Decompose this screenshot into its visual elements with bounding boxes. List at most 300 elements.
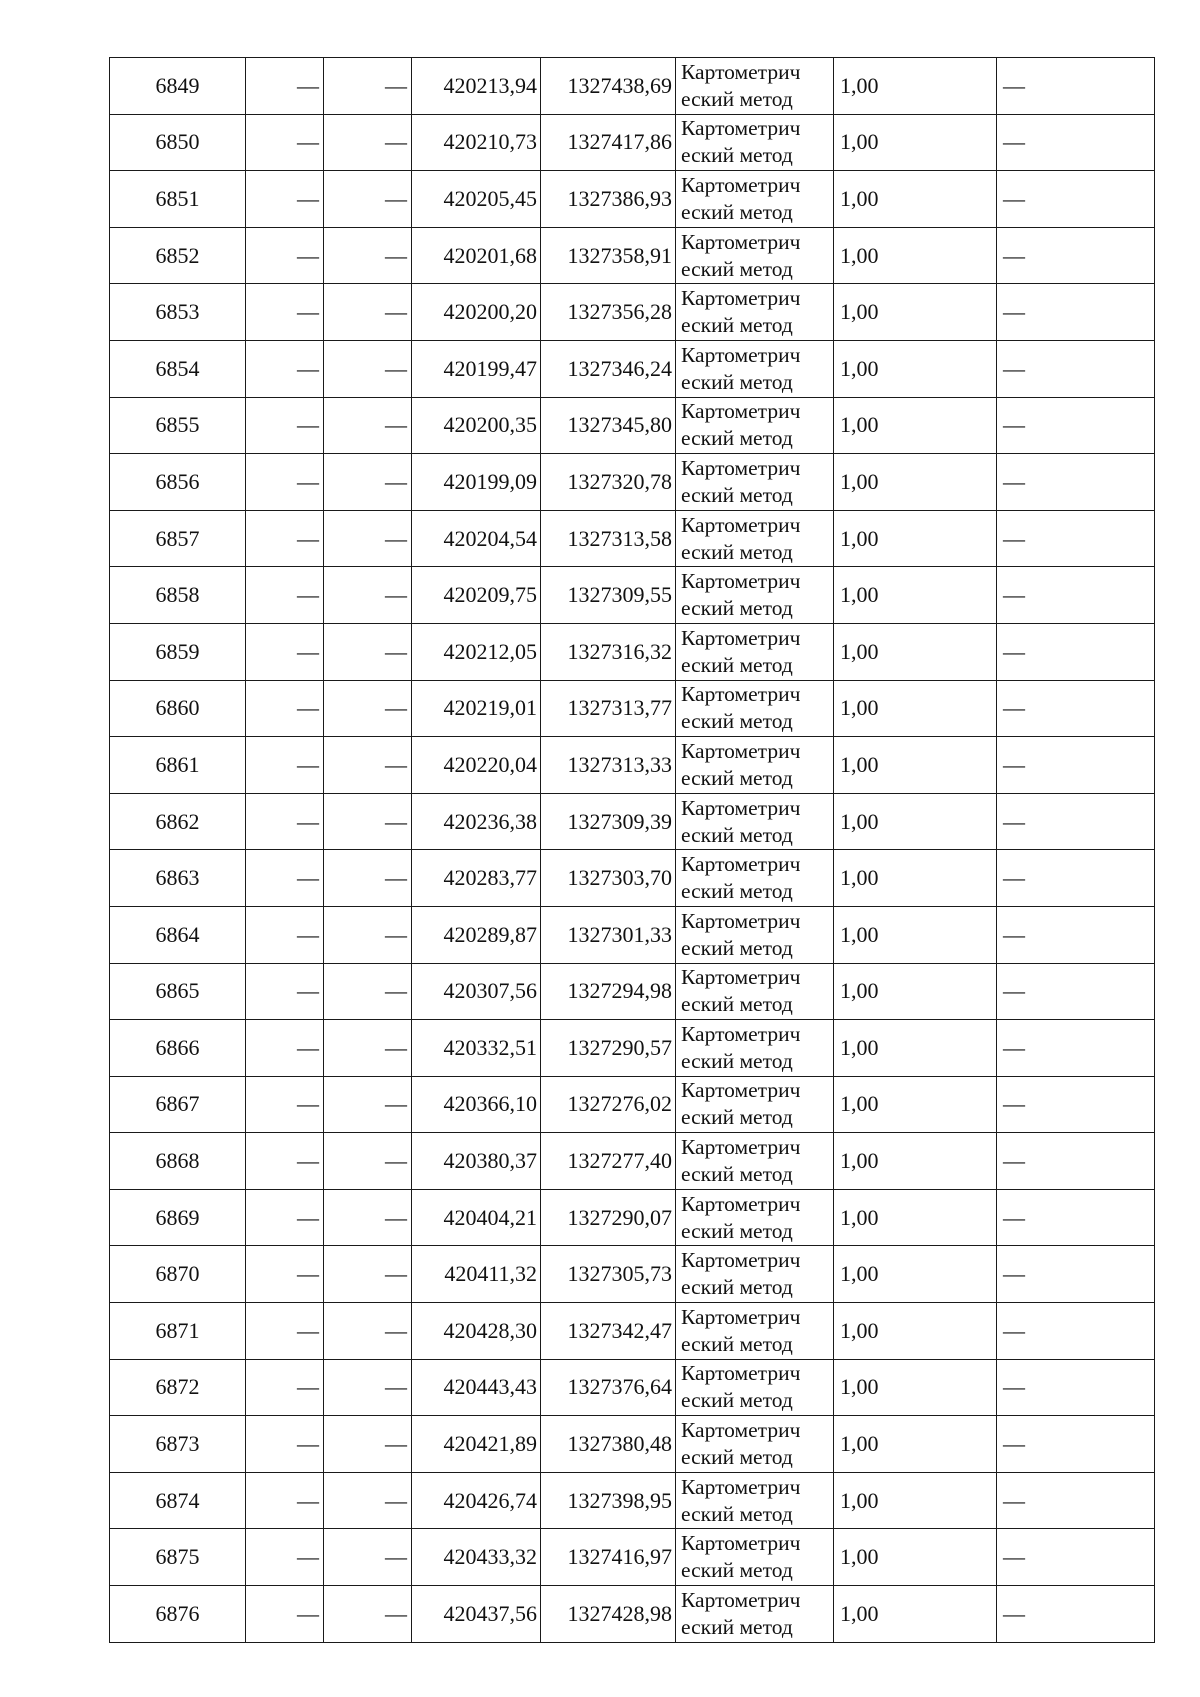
- empty-value-cell: —: [997, 340, 1155, 397]
- y-coordinate-cell: 1327313,77: [541, 680, 676, 737]
- point-number-cell: 6870: [110, 1246, 246, 1303]
- method-line-2: еский метод: [681, 1048, 793, 1073]
- point-number-cell: 6869: [110, 1189, 246, 1246]
- method-line-2: еский метод: [681, 143, 793, 168]
- empty-value-cell: —: [246, 567, 324, 624]
- x-coordinate-cell: 420428,30: [412, 1303, 541, 1360]
- y-coordinate-cell: 1327342,47: [541, 1303, 676, 1360]
- empty-value-cell: —: [997, 454, 1155, 511]
- empty-value-cell: —: [324, 1076, 412, 1133]
- method-cell: [676, 567, 834, 624]
- x-coordinate-cell: 420437,56: [412, 1586, 541, 1643]
- accuracy-cell: 1,00: [834, 227, 997, 284]
- empty-value-cell: —: [324, 906, 412, 963]
- table-row: [110, 850, 1155, 907]
- method-cell: [676, 1133, 834, 1190]
- empty-value-cell: —: [246, 1076, 324, 1133]
- method-line-1: Картометрич: [681, 116, 801, 141]
- y-coordinate-cell: 1327345,80: [541, 397, 676, 454]
- accuracy-cell: 1,00: [834, 1472, 997, 1529]
- table-row: [110, 340, 1155, 397]
- empty-value-cell: —: [324, 1359, 412, 1416]
- method-line-1: Картометрич: [681, 59, 801, 84]
- accuracy-cell: 1,00: [834, 114, 997, 171]
- empty-value-cell: —: [246, 1529, 324, 1586]
- accuracy-cell: 1,00: [834, 1586, 997, 1643]
- empty-value-cell: —: [324, 680, 412, 737]
- method-line-1: Картометрич: [681, 1531, 801, 1556]
- table-row: [110, 227, 1155, 284]
- empty-value-cell: —: [997, 623, 1155, 680]
- empty-value-cell: —: [997, 567, 1155, 624]
- method-cell: [676, 454, 834, 511]
- point-number-cell: 6859: [110, 623, 246, 680]
- x-coordinate-cell: 420201,68: [412, 227, 541, 284]
- x-coordinate-cell: 420332,51: [412, 1020, 541, 1077]
- table-row: [110, 737, 1155, 794]
- empty-value-cell: —: [246, 510, 324, 567]
- accuracy-cell: 1,00: [834, 680, 997, 737]
- accuracy-cell: 1,00: [834, 963, 997, 1020]
- method-line-2: еский метод: [681, 1331, 793, 1356]
- method-cell: [676, 1303, 834, 1360]
- point-number-cell: 6873: [110, 1416, 246, 1473]
- empty-value-cell: —: [324, 510, 412, 567]
- x-coordinate-cell: 420443,43: [412, 1359, 541, 1416]
- accuracy-cell: 1,00: [834, 1020, 997, 1077]
- accuracy-cell: 1,00: [834, 737, 997, 794]
- point-number-cell: 6858: [110, 567, 246, 624]
- table-row: [110, 567, 1155, 624]
- table-row: [110, 1189, 1155, 1246]
- empty-value-cell: —: [246, 1303, 324, 1360]
- y-coordinate-cell: 1327290,57: [541, 1020, 676, 1077]
- empty-value-cell: —: [324, 284, 412, 341]
- empty-value-cell: —: [246, 793, 324, 850]
- empty-value-cell: —: [246, 623, 324, 680]
- empty-value-cell: —: [246, 227, 324, 284]
- point-number-cell: 6857: [110, 510, 246, 567]
- method-line-2: еский метод: [681, 1162, 793, 1187]
- point-number-cell: 6856: [110, 454, 246, 511]
- y-coordinate-cell: 1327301,33: [541, 906, 676, 963]
- point-number-cell: 6862: [110, 793, 246, 850]
- point-number-cell: 6861: [110, 737, 246, 794]
- empty-value-cell: —: [246, 1586, 324, 1643]
- method-cell: [676, 1359, 834, 1416]
- empty-value-cell: —: [997, 1529, 1155, 1586]
- method-line-2: еский метод: [681, 1105, 793, 1130]
- method-cell: [676, 737, 834, 794]
- table-row: [110, 114, 1155, 171]
- table-row: [110, 1472, 1155, 1529]
- empty-value-cell: —: [324, 1303, 412, 1360]
- accuracy-cell: 1,00: [834, 1303, 997, 1360]
- y-coordinate-cell: 1327380,48: [541, 1416, 676, 1473]
- x-coordinate-cell: 420199,09: [412, 454, 541, 511]
- table-row: [110, 171, 1155, 228]
- method-cell: [676, 1189, 834, 1246]
- empty-value-cell: —: [997, 1133, 1155, 1190]
- table-row: [110, 793, 1155, 850]
- y-coordinate-cell: 1327276,02: [541, 1076, 676, 1133]
- empty-value-cell: —: [324, 1472, 412, 1529]
- method-line-2: еский метод: [681, 199, 793, 224]
- method-cell: [676, 58, 834, 115]
- y-coordinate-cell: 1327316,32: [541, 623, 676, 680]
- accuracy-cell: 1,00: [834, 1189, 997, 1246]
- x-coordinate-cell: 420212,05: [412, 623, 541, 680]
- method-line-2: еский метод: [681, 313, 793, 338]
- method-cell: [676, 510, 834, 567]
- empty-value-cell: —: [324, 454, 412, 511]
- table-row: [110, 963, 1155, 1020]
- method-line-2: еский метод: [681, 1388, 793, 1413]
- x-coordinate-cell: 420209,75: [412, 567, 541, 624]
- y-coordinate-cell: 1327294,98: [541, 963, 676, 1020]
- method-line-2: еский метод: [681, 935, 793, 960]
- empty-value-cell: —: [246, 680, 324, 737]
- method-line-2: еский метод: [681, 1445, 793, 1470]
- x-coordinate-cell: 420200,35: [412, 397, 541, 454]
- empty-value-cell: —: [246, 1020, 324, 1077]
- x-coordinate-cell: 420404,21: [412, 1189, 541, 1246]
- method-cell: [676, 1076, 834, 1133]
- point-number-cell: 6854: [110, 340, 246, 397]
- point-number-cell: 6863: [110, 850, 246, 907]
- method-cell: [676, 623, 834, 680]
- empty-value-cell: —: [246, 963, 324, 1020]
- x-coordinate-cell: 420307,56: [412, 963, 541, 1020]
- x-coordinate-cell: 420421,89: [412, 1416, 541, 1473]
- y-coordinate-cell: 1327416,97: [541, 1529, 676, 1586]
- y-coordinate-cell: 1327376,64: [541, 1359, 676, 1416]
- method-line-2: еский метод: [681, 256, 793, 281]
- method-line-2: еский метод: [681, 1218, 793, 1243]
- x-coordinate-cell: 420426,74: [412, 1472, 541, 1529]
- point-number-cell: 6866: [110, 1020, 246, 1077]
- method-cell: [676, 1586, 834, 1643]
- empty-value-cell: —: [997, 227, 1155, 284]
- empty-value-cell: —: [997, 1246, 1155, 1303]
- empty-value-cell: —: [246, 906, 324, 963]
- empty-value-cell: —: [324, 1246, 412, 1303]
- method-line-2: еский метод: [681, 1275, 793, 1300]
- table-row: [110, 58, 1155, 115]
- y-coordinate-cell: 1327303,70: [541, 850, 676, 907]
- accuracy-cell: 1,00: [834, 510, 997, 567]
- accuracy-cell: 1,00: [834, 793, 997, 850]
- empty-value-cell: —: [997, 1189, 1155, 1246]
- accuracy-cell: 1,00: [834, 284, 997, 341]
- accuracy-cell: 1,00: [834, 454, 997, 511]
- method-cell: [676, 1529, 834, 1586]
- method-line-2: еский метод: [681, 1501, 793, 1526]
- method-line-2: еский метод: [681, 992, 793, 1017]
- x-coordinate-cell: 420433,32: [412, 1529, 541, 1586]
- method-cell: [676, 906, 834, 963]
- empty-value-cell: —: [997, 906, 1155, 963]
- empty-value-cell: —: [324, 793, 412, 850]
- method-line-2: еский метод: [681, 1558, 793, 1583]
- method-cell: [676, 1020, 834, 1077]
- method-line-2: еский метод: [681, 539, 793, 564]
- x-coordinate-cell: 420219,01: [412, 680, 541, 737]
- empty-value-cell: —: [246, 737, 324, 794]
- point-number-cell: 6864: [110, 906, 246, 963]
- table-row: [110, 1586, 1155, 1643]
- method-cell: [676, 227, 834, 284]
- empty-value-cell: —: [324, 1189, 412, 1246]
- method-line-1: Картометрич: [681, 625, 801, 650]
- x-coordinate-cell: 420204,54: [412, 510, 541, 567]
- method-line-1: Картометрич: [681, 795, 801, 820]
- table-row: [110, 510, 1155, 567]
- table-row: [110, 1416, 1155, 1473]
- point-number-cell: 6865: [110, 963, 246, 1020]
- empty-value-cell: —: [997, 850, 1155, 907]
- empty-value-cell: —: [324, 114, 412, 171]
- method-line-2: еский метод: [681, 86, 793, 111]
- method-cell: [676, 793, 834, 850]
- y-coordinate-cell: 1327320,78: [541, 454, 676, 511]
- point-number-cell: 6860: [110, 680, 246, 737]
- y-coordinate-cell: 1327417,86: [541, 114, 676, 171]
- x-coordinate-cell: 420366,10: [412, 1076, 541, 1133]
- point-number-cell: 6867: [110, 1076, 246, 1133]
- empty-value-cell: —: [246, 1189, 324, 1246]
- empty-value-cell: —: [324, 1529, 412, 1586]
- table-row: [110, 1246, 1155, 1303]
- method-cell: [676, 850, 834, 907]
- empty-value-cell: —: [997, 397, 1155, 454]
- x-coordinate-cell: 420283,77: [412, 850, 541, 907]
- x-coordinate-cell: 420289,87: [412, 906, 541, 963]
- point-number-cell: 6876: [110, 1586, 246, 1643]
- point-number-cell: 6874: [110, 1472, 246, 1529]
- table-row: [110, 1020, 1155, 1077]
- method-cell: [676, 284, 834, 341]
- point-number-cell: 6852: [110, 227, 246, 284]
- y-coordinate-cell: 1327428,98: [541, 1586, 676, 1643]
- method-line-1: Картометрич: [681, 1361, 801, 1386]
- x-coordinate-cell: 420411,32: [412, 1246, 541, 1303]
- y-coordinate-cell: 1327398,95: [541, 1472, 676, 1529]
- method-cell: [676, 397, 834, 454]
- accuracy-cell: 1,00: [834, 623, 997, 680]
- table-row: [110, 680, 1155, 737]
- table-row: [110, 1529, 1155, 1586]
- empty-value-cell: —: [324, 1416, 412, 1473]
- empty-value-cell: —: [997, 1020, 1155, 1077]
- coordinates-table: [109, 57, 1155, 1643]
- method-cell: [676, 680, 834, 737]
- method-line-2: еский метод: [681, 482, 793, 507]
- table-row: [110, 623, 1155, 680]
- y-coordinate-cell: 1327309,39: [541, 793, 676, 850]
- empty-value-cell: —: [997, 737, 1155, 794]
- table-row: [110, 454, 1155, 511]
- x-coordinate-cell: 420210,73: [412, 114, 541, 171]
- method-line-1: Картометрич: [681, 286, 801, 311]
- point-number-cell: 6875: [110, 1529, 246, 1586]
- empty-value-cell: —: [997, 1076, 1155, 1133]
- method-line-1: Картометрич: [681, 852, 801, 877]
- method-line-1: Картометрич: [681, 455, 801, 480]
- empty-value-cell: —: [246, 850, 324, 907]
- empty-value-cell: —: [246, 1359, 324, 1416]
- method-cell: [676, 963, 834, 1020]
- method-cell: [676, 171, 834, 228]
- method-line-1: Картометрич: [681, 1418, 801, 1443]
- y-coordinate-cell: 1327290,07: [541, 1189, 676, 1246]
- point-number-cell: 6853: [110, 284, 246, 341]
- method-line-1: Картометрич: [681, 399, 801, 424]
- empty-value-cell: —: [324, 227, 412, 284]
- accuracy-cell: 1,00: [834, 1359, 997, 1416]
- y-coordinate-cell: 1327438,69: [541, 58, 676, 115]
- method-line-1: Картометрич: [681, 172, 801, 197]
- empty-value-cell: —: [997, 1586, 1155, 1643]
- x-coordinate-cell: 420220,04: [412, 737, 541, 794]
- accuracy-cell: 1,00: [834, 171, 997, 228]
- method-line-2: еский метод: [681, 765, 793, 790]
- x-coordinate-cell: 420200,20: [412, 284, 541, 341]
- y-coordinate-cell: 1327309,55: [541, 567, 676, 624]
- empty-value-cell: —: [997, 1416, 1155, 1473]
- empty-value-cell: —: [246, 397, 324, 454]
- accuracy-cell: 1,00: [834, 567, 997, 624]
- method-line-1: Картометрич: [681, 682, 801, 707]
- method-line-1: Картометрич: [681, 1248, 801, 1273]
- empty-value-cell: —: [324, 850, 412, 907]
- method-cell: [676, 1416, 834, 1473]
- method-line-1: Картометрич: [681, 1587, 801, 1612]
- x-coordinate-cell: 420380,37: [412, 1133, 541, 1190]
- table-row: [110, 1359, 1155, 1416]
- point-number-cell: 6851: [110, 171, 246, 228]
- empty-value-cell: —: [997, 284, 1155, 341]
- empty-value-cell: —: [997, 680, 1155, 737]
- empty-value-cell: —: [246, 114, 324, 171]
- empty-value-cell: —: [246, 284, 324, 341]
- method-line-1: Картометрич: [681, 965, 801, 990]
- method-cell: [676, 114, 834, 171]
- empty-value-cell: —: [246, 1246, 324, 1303]
- method-line-2: еский метод: [681, 709, 793, 734]
- empty-value-cell: —: [997, 963, 1155, 1020]
- point-number-cell: 6850: [110, 114, 246, 171]
- empty-value-cell: —: [324, 340, 412, 397]
- method-line-1: Картометрич: [681, 569, 801, 594]
- table-row: [110, 284, 1155, 341]
- empty-value-cell: —: [324, 397, 412, 454]
- empty-value-cell: —: [997, 1359, 1155, 1416]
- empty-value-cell: —: [324, 1586, 412, 1643]
- method-cell: [676, 1472, 834, 1529]
- empty-value-cell: —: [246, 454, 324, 511]
- empty-value-cell: —: [246, 171, 324, 228]
- y-coordinate-cell: 1327356,28: [541, 284, 676, 341]
- method-line-1: Картометрич: [681, 229, 801, 254]
- method-cell: [676, 340, 834, 397]
- empty-value-cell: —: [997, 1303, 1155, 1360]
- accuracy-cell: 1,00: [834, 1246, 997, 1303]
- accuracy-cell: 1,00: [834, 397, 997, 454]
- method-line-2: еский метод: [681, 879, 793, 904]
- accuracy-cell: 1,00: [834, 58, 997, 115]
- point-number-cell: 6871: [110, 1303, 246, 1360]
- accuracy-cell: 1,00: [834, 1076, 997, 1133]
- empty-value-cell: —: [324, 963, 412, 1020]
- empty-value-cell: —: [997, 58, 1155, 115]
- x-coordinate-cell: 420205,45: [412, 171, 541, 228]
- method-line-1: Картометрич: [681, 908, 801, 933]
- accuracy-cell: 1,00: [834, 906, 997, 963]
- empty-value-cell: —: [246, 1133, 324, 1190]
- y-coordinate-cell: 1327386,93: [541, 171, 676, 228]
- method-line-1: Картометрич: [681, 1078, 801, 1103]
- point-number-cell: 6855: [110, 397, 246, 454]
- y-coordinate-cell: 1327313,33: [541, 737, 676, 794]
- method-line-2: еский метод: [681, 426, 793, 451]
- empty-value-cell: —: [997, 793, 1155, 850]
- accuracy-cell: 1,00: [834, 1529, 997, 1586]
- table-row: [110, 1303, 1155, 1360]
- method-line-1: Картометрич: [681, 1474, 801, 1499]
- method-line-2: еский метод: [681, 652, 793, 677]
- accuracy-cell: 1,00: [834, 850, 997, 907]
- method-line-1: Картометрич: [681, 342, 801, 367]
- y-coordinate-cell: 1327346,24: [541, 340, 676, 397]
- point-number-cell: 6872: [110, 1359, 246, 1416]
- table-row: [110, 1076, 1155, 1133]
- table-body: [110, 58, 1155, 1643]
- method-line-2: еский метод: [681, 1614, 793, 1639]
- empty-value-cell: —: [246, 340, 324, 397]
- empty-value-cell: —: [246, 1416, 324, 1473]
- method-cell: [676, 1246, 834, 1303]
- x-coordinate-cell: 420236,38: [412, 793, 541, 850]
- point-number-cell: 6849: [110, 58, 246, 115]
- empty-value-cell: —: [997, 1472, 1155, 1529]
- x-coordinate-cell: 420213,94: [412, 58, 541, 115]
- y-coordinate-cell: 1327277,40: [541, 1133, 676, 1190]
- empty-value-cell: —: [324, 567, 412, 624]
- x-coordinate-cell: 420199,47: [412, 340, 541, 397]
- table-row: [110, 1133, 1155, 1190]
- table-row: [110, 906, 1155, 963]
- y-coordinate-cell: 1327313,58: [541, 510, 676, 567]
- method-line-1: Картометрич: [681, 1191, 801, 1216]
- empty-value-cell: —: [324, 737, 412, 794]
- method-line-1: Картометрич: [681, 738, 801, 763]
- method-line-2: еский метод: [681, 822, 793, 847]
- empty-value-cell: —: [997, 510, 1155, 567]
- accuracy-cell: 1,00: [834, 340, 997, 397]
- method-line-1: Картометрич: [681, 512, 801, 537]
- point-number-cell: 6868: [110, 1133, 246, 1190]
- empty-value-cell: —: [324, 1133, 412, 1190]
- empty-value-cell: —: [246, 1472, 324, 1529]
- method-line-2: еский метод: [681, 596, 793, 621]
- table-row: [110, 397, 1155, 454]
- empty-value-cell: —: [324, 58, 412, 115]
- accuracy-cell: 1,00: [834, 1416, 997, 1473]
- empty-value-cell: —: [997, 114, 1155, 171]
- y-coordinate-cell: 1327358,91: [541, 227, 676, 284]
- empty-value-cell: —: [324, 623, 412, 680]
